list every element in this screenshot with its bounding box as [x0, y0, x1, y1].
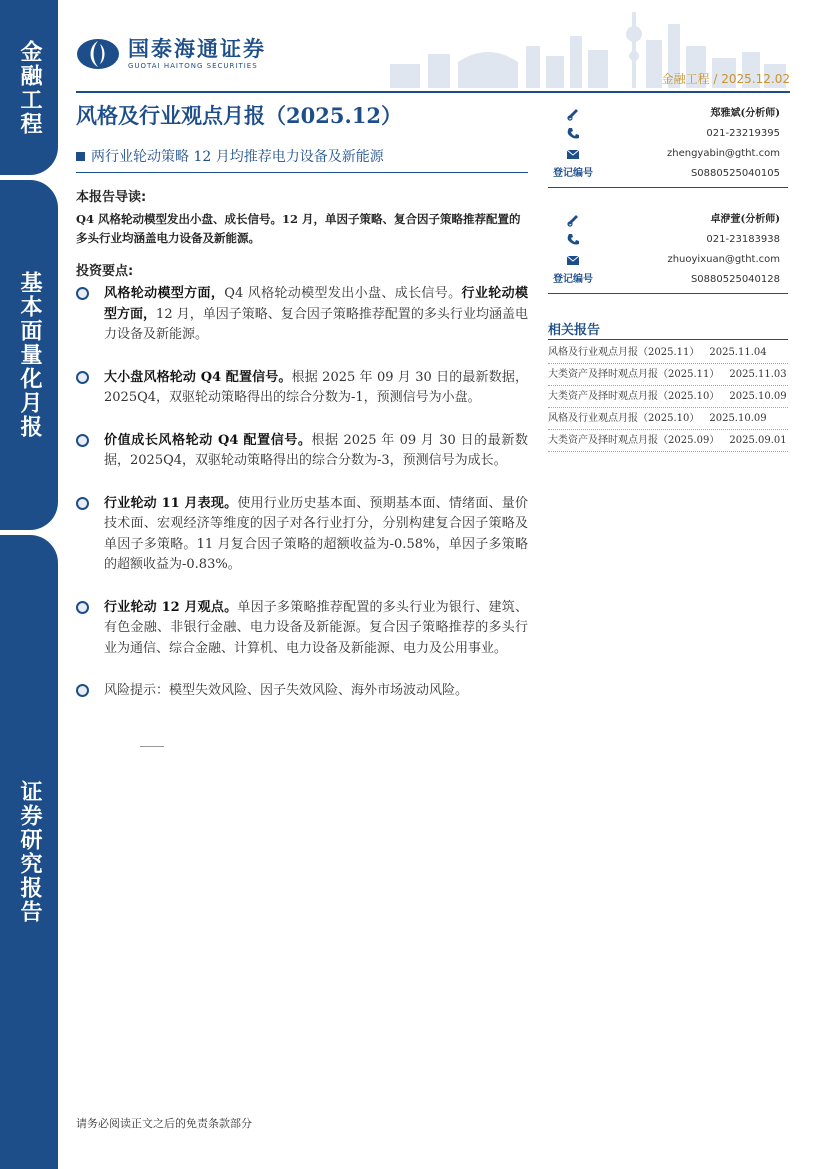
- related-report-name: 大类资产及择时观点月报（2025.11）: [548, 369, 720, 380]
- circle-bullet-icon: [76, 287, 89, 300]
- side-label-3: 证券研究报告: [17, 780, 42, 924]
- analyst-email[interactable]: zhengyabin@gtht.com: [667, 148, 780, 159]
- point-text: 单因子多策略推荐配置的多头行业为银行、建筑、有色金融、非银行金融、电力设备及新能源。复合因子策略推荐的多头行业为通信、综合金融、计算机、电力设备及新能源、电力及公用事业。: [104, 599, 528, 656]
- side-label-2: 基本面量化月报: [17, 271, 42, 439]
- registration-label: 登记编号: [553, 274, 593, 285]
- header-divider: [76, 91, 790, 93]
- related-report-name: 大类资产及择时观点月报（2025.09）: [548, 435, 720, 446]
- analyst-phone: 021-23219395: [706, 128, 780, 139]
- side-label-1: 金融工程: [17, 39, 42, 136]
- side-tab-report-type: [0, 180, 58, 530]
- related-report-date: 2025.10.09: [729, 391, 787, 402]
- point-bold: 风格轮动模型方面，: [104, 286, 225, 301]
- circle-bullet-icon: [76, 497, 89, 510]
- related-report-item[interactable]: [548, 386, 788, 408]
- analyst-phone: 021-23183938: [706, 234, 780, 245]
- point-text: 根据 2025 年 09 月 30 日的最新数据，2025Q4，双驱轮动策略得出的综合分数为-1，预测信号为小盘。: [104, 369, 528, 405]
- related-report-item[interactable]: [548, 342, 788, 364]
- analyst-name: 郑雅斌(分析师): [710, 108, 780, 119]
- disclaimer-footer: 请务必阅读正文之后的免责条款部分: [76, 1117, 252, 1130]
- related-report-item[interactable]: [548, 430, 788, 452]
- analyst-name: 卓洢萱(分析师): [710, 214, 780, 225]
- logo-text-cn: 国泰海通证券: [128, 37, 266, 61]
- mail-icon: [566, 253, 580, 267]
- point-item: [76, 598, 528, 660]
- point-text: 根据 2025 年 09 月 30 日的最新数据，2025Q4，双驱轮动策略得出的综合分数为-3，预测信号为成长。: [104, 432, 528, 468]
- point-item: [76, 368, 528, 409]
- analyst-divider: [548, 187, 788, 188]
- pen-icon: [566, 107, 580, 121]
- related-reports-title: 相关报告: [548, 323, 601, 338]
- related-report-date: 2025.11.04: [709, 347, 767, 358]
- circle-bullet-icon: [76, 601, 89, 614]
- report-subtitle: [76, 146, 384, 166]
- circle-bullet-icon: [76, 434, 89, 447]
- point-text: 风险提示：模型失效风险、因子失效风险、海外市场波动风险。: [104, 683, 469, 698]
- logo-text-en: GUOTAI HAITONG SECURITIES: [128, 62, 258, 70]
- related-report-name: 大类资产及择时观点月报（2025.10）: [548, 391, 720, 402]
- point-text: Q4 风格轮动模型发出小盘、成长信号。: [224, 286, 462, 301]
- logo-mark-icon: [76, 38, 120, 70]
- analyst-divider: [548, 293, 788, 294]
- point-bold: 价值成长风格轮动 Q4 配置信号。: [104, 432, 312, 448]
- square-bullet-icon: [76, 152, 85, 161]
- title-divider: [76, 172, 528, 173]
- guide-text: Q4 风格轮动模型发出小盘、成长信号。12 月，单因子策略、复合因子策略推荐配置的多头行业均涵盖电力设备及新能源。: [76, 212, 521, 245]
- side-bar: [0, 0, 58, 1169]
- registration-number: S0880525040105: [690, 168, 780, 179]
- point-text-2: 12 月，单因子策略、复合因子策略推荐配置的多头行业均涵盖电力设备及新能源。: [104, 306, 528, 342]
- related-reports-list: [548, 342, 788, 452]
- subtitle-text: 两行业轮动策略 12 月均推荐电力设备及新能源: [91, 149, 384, 165]
- point-bold: 行业轮动 12 月观点。: [104, 599, 238, 615]
- related-report-date: 2025.11.03: [729, 369, 787, 380]
- related-report-item[interactable]: [548, 408, 788, 430]
- stray-mark: [140, 746, 164, 747]
- point-bold-2: 行业轮动模型方面，: [104, 286, 528, 322]
- analyst-email[interactable]: zhuoyixuan@gtht.com: [667, 254, 780, 265]
- point-item: [76, 284, 528, 346]
- related-report-name: 风格及行业观点月报（2025.10）: [548, 413, 700, 424]
- related-report-item[interactable]: [548, 364, 788, 386]
- circle-bullet-icon: [76, 684, 89, 697]
- analyst-card: [548, 104, 780, 184]
- points-heading: 投资要点:: [76, 264, 134, 279]
- category-date: 金融工程 / 2025.12.02: [661, 72, 790, 86]
- side-tab-securities-research: [0, 535, 58, 1169]
- phone-icon: [566, 233, 580, 247]
- related-report-date: 2025.09.01: [729, 435, 787, 446]
- pen-icon: [566, 213, 580, 227]
- side-tab-finance-engineering: [0, 0, 58, 175]
- point-item: [76, 431, 528, 472]
- mail-icon: [566, 147, 580, 161]
- analyst-card: [548, 210, 780, 290]
- guide-heading: 本报告导读:: [76, 190, 147, 205]
- company-logo: [76, 38, 266, 70]
- related-report-date: 2025.10.09: [709, 413, 767, 424]
- point-bold: 大小盘风格轮动 Q4 配置信号。: [104, 369, 292, 385]
- related-reports-divider: [548, 339, 788, 340]
- point-item: [76, 494, 528, 576]
- registration-label: 登记编号: [553, 168, 593, 179]
- related-report-name: 风格及行业观点月报（2025.11）: [548, 347, 700, 358]
- report-title: 风格及行业观点月报（2025.12）: [76, 103, 402, 128]
- point-item-risk: [76, 681, 528, 702]
- investment-points: [76, 284, 528, 724]
- phone-icon: [566, 127, 580, 141]
- point-bold: 行业轮动 11 月表现。: [104, 495, 238, 511]
- point-text: 使用行业历史基本面、预期基本面、情绪面、量价技术面、宏观经济等维度的因子对各行业打分，分别构建复合因子策略及单因子多策略。11 月复合因子策略的超额收益为-0.58%，单因子多策略的超额收益为-0.83%。: [104, 495, 528, 572]
- circle-bullet-icon: [76, 371, 89, 384]
- registration-number: S0880525040128: [690, 274, 780, 285]
